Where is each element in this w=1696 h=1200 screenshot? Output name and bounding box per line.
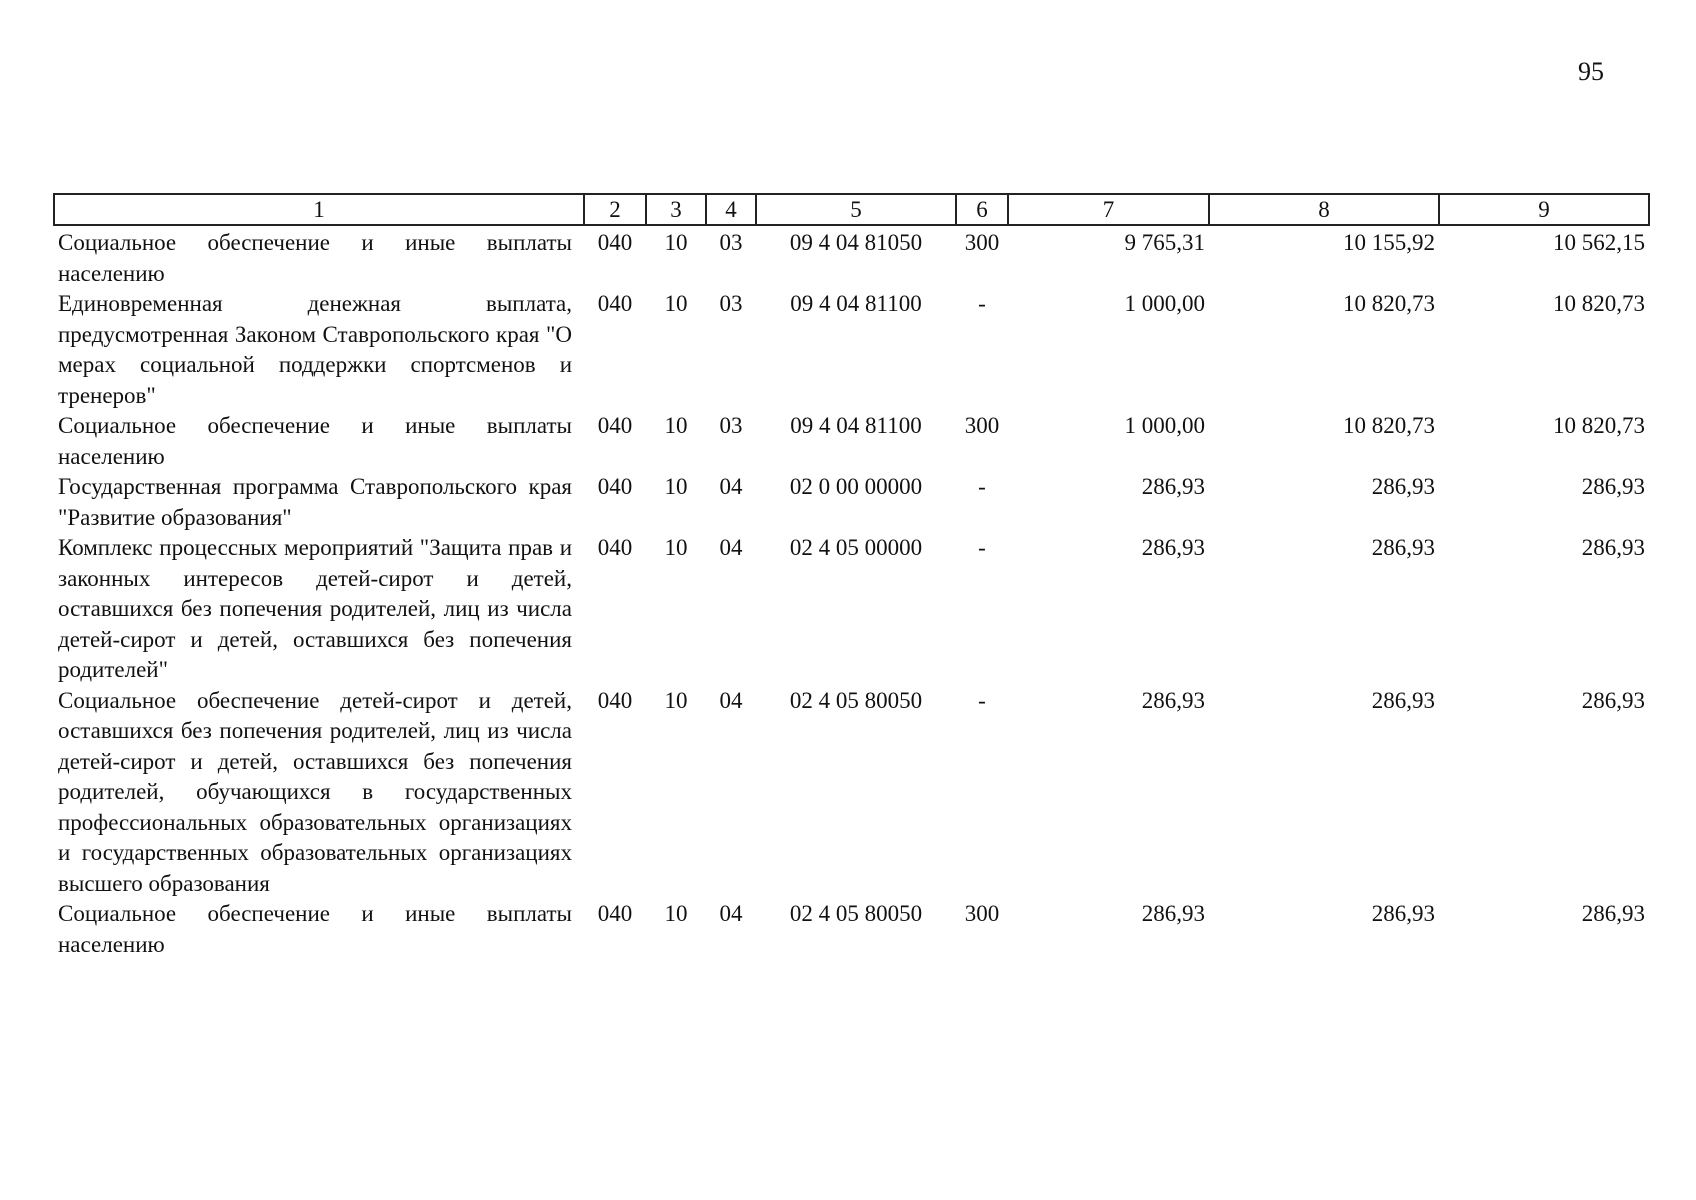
table-header — [54, 194, 1649, 225]
header-col-9: 9 — [1439, 194, 1649, 225]
row-col-8-cell: 286,93 — [1371, 901, 1435, 926]
row-col-9-cell: 286,93 — [1581, 474, 1645, 499]
row-col-9-cell: 286,93 — [1581, 687, 1645, 713]
row-name-cell: Социальное обеспечение и иные выплаты населению — [58, 901, 572, 957]
row-col-8-cell: 10 155,92 — [1343, 230, 1435, 255]
row-col-9-cell: 10 820,73 — [1553, 291, 1645, 316]
header-col-5: 5 — [756, 194, 956, 225]
row-col-7-cell: 286,93 — [1141, 901, 1205, 926]
row-col-3-cell: 10 — [664, 901, 688, 926]
table-row — [54, 899, 1649, 960]
row-col-6-cell: 300 — [964, 413, 1000, 438]
row-col-8-cell: 286,93 — [1371, 687, 1435, 713]
table-row — [54, 533, 1649, 686]
table-body — [54, 225, 1649, 960]
table-row — [54, 411, 1649, 472]
header-col-1: 1 — [54, 194, 584, 225]
row-col-5-cell: 02 4 05 80050 — [789, 687, 923, 713]
header-col-2: 2 — [584, 194, 646, 225]
row-col-4-cell: 03 — [719, 413, 743, 438]
row-col-8-cell: 10 820,73 — [1343, 413, 1435, 438]
row-col-3-cell: 10 — [664, 291, 688, 316]
row-col-9-cell: 10 562,15 — [1553, 230, 1645, 255]
row-col-2-cell: 040 — [597, 291, 633, 316]
row-col-2-cell: 040 — [597, 687, 633, 713]
row-col-5-cell: 09 4 04 81050 — [789, 230, 923, 255]
row-col-5-cell: 02 0 00 00000 — [789, 474, 923, 499]
table-row — [54, 225, 1649, 289]
row-col-5-cell: 09 4 04 81100 — [790, 413, 922, 438]
header-col-3: 3 — [646, 194, 706, 225]
row-col-2-cell: 040 — [597, 535, 633, 560]
header-row — [54, 194, 1649, 225]
row-col-2-cell: 040 — [597, 474, 633, 499]
row-col-7-cell: 9 765,31 — [1124, 230, 1205, 255]
header-col-4: 4 — [706, 194, 756, 225]
header-col-8: 8 — [1209, 194, 1439, 225]
row-col-8-cell: 286,93 — [1371, 474, 1435, 499]
row-col-7-cell: 1 000,00 — [1124, 413, 1205, 438]
row-col-7-cell: 286,93 — [1141, 687, 1205, 713]
row-col-5-cell: 02 4 05 80050 — [789, 901, 923, 926]
row-col-9-cell: 286,93 — [1581, 535, 1645, 560]
header-col-6: 6 — [956, 194, 1008, 225]
row-col-3-cell: 10 — [664, 535, 688, 560]
row-col-6-cell: - — [978, 474, 986, 499]
row-col-6-cell: - — [978, 291, 986, 316]
row-col-9-cell: 286,93 — [1581, 901, 1645, 926]
row-col-4-cell: 04 — [719, 687, 743, 713]
row-name-cell: Социальное обеспечение и иные выплаты населению — [58, 413, 572, 469]
row-col-4-cell: 03 — [719, 230, 743, 255]
row-col-4-cell: 04 — [719, 474, 743, 499]
row-col-3-cell: 10 — [664, 687, 688, 713]
table-row — [54, 289, 1649, 411]
row-col-3-cell: 10 — [664, 230, 688, 255]
table-row — [54, 686, 1649, 900]
row-col-8-cell: 286,93 — [1371, 535, 1435, 560]
row-col-4-cell: 04 — [719, 901, 743, 926]
row-col-7-cell: 286,93 — [1141, 474, 1205, 499]
row-name-cell: Комплекс процессных мероприятий "Защита прав и законных интересов детей-сирот и детей, оставшихся без попечения родителей, лиц из числа детей-сирот и детей, оставшихся без попечения родителей" — [58, 535, 572, 682]
row-col-9-cell: 10 820,73 — [1553, 413, 1645, 438]
page-number: 95 — [1578, 57, 1604, 86]
row-col-7-cell: 286,93 — [1141, 535, 1205, 560]
row-col-2-cell: 040 — [597, 413, 633, 438]
row-col-3-cell: 10 — [664, 413, 688, 438]
table-row — [54, 472, 1649, 533]
row-name-cell: Государственная программа Ставропольского края "Развитие образования" — [58, 474, 572, 530]
row-name-cell: Социальное обеспечение детей-сирот и детей, оставшихся без попечения родителей, лиц из числа детей-сирот и детей, оставшихся без попечения родителей, обучающихся в государственных профессиональных образовательных организациях и государственных образовательных организациях высшего образования — [58, 687, 572, 896]
row-col-6-cell: 300 — [964, 901, 1000, 926]
row-col-4-cell: 04 — [719, 535, 743, 560]
budget-table — [53, 193, 1650, 960]
row-col-6-cell: 300 — [964, 230, 1000, 255]
row-name-cell: Социальное обеспечение и иные выплаты населению — [58, 230, 572, 286]
row-col-2-cell: 040 — [597, 901, 633, 926]
row-col-5-cell: 02 4 05 00000 — [789, 535, 923, 560]
row-col-8-cell: 10 820,73 — [1343, 291, 1435, 316]
row-col-6-cell: - — [978, 687, 986, 713]
row-col-4-cell: 03 — [719, 291, 743, 316]
row-col-7-cell: 1 000,00 — [1124, 291, 1205, 316]
row-name-cell: Единовременная денежная выплата, предусмотренная Законом Ставропольского края "О мерах социальной поддержки спортсменов и тренеров" — [58, 291, 572, 408]
row-col-6-cell: - — [978, 535, 986, 560]
row-col-5-cell: 09 4 04 81100 — [790, 291, 922, 316]
row-col-2-cell: 040 — [597, 230, 633, 255]
header-col-7: 7 — [1008, 194, 1209, 225]
row-col-3-cell: 10 — [664, 474, 688, 499]
